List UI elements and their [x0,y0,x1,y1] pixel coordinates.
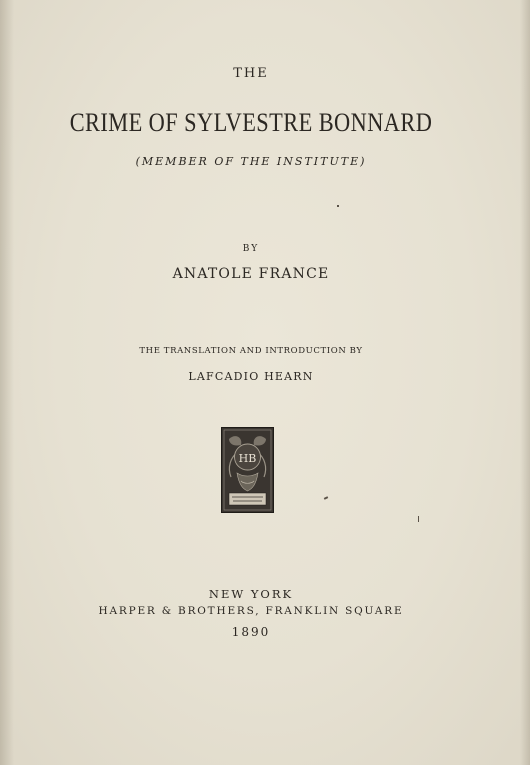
paper-speck [418,516,419,522]
book-subtitle: (MEMBER OF THE INSTITUTE) [135,155,367,168]
translation-credit: THE TRANSLATION AND INTRODUCTION BY [139,346,363,356]
monogram-text: HB [238,452,257,465]
publication-year: 1890 [231,625,271,639]
translator-name: LAFCADIO HEARN [188,370,314,383]
title-article: THE [233,66,269,81]
publisher-monogram-icon [221,427,274,513]
by-line: BY [242,244,260,254]
publisher-name: HARPER & BROTHERS, FRANKLIN SQUARE [98,605,404,617]
paper-speck [337,205,339,207]
book-title: CRIME OF SYLVESTRE BONNARD [69,108,433,137]
page-edge-shadow [520,0,530,765]
publication-city: NEW YORK [208,587,294,601]
paper-speck [324,496,328,500]
author-name: ANATOLE FRANCE [172,266,330,282]
